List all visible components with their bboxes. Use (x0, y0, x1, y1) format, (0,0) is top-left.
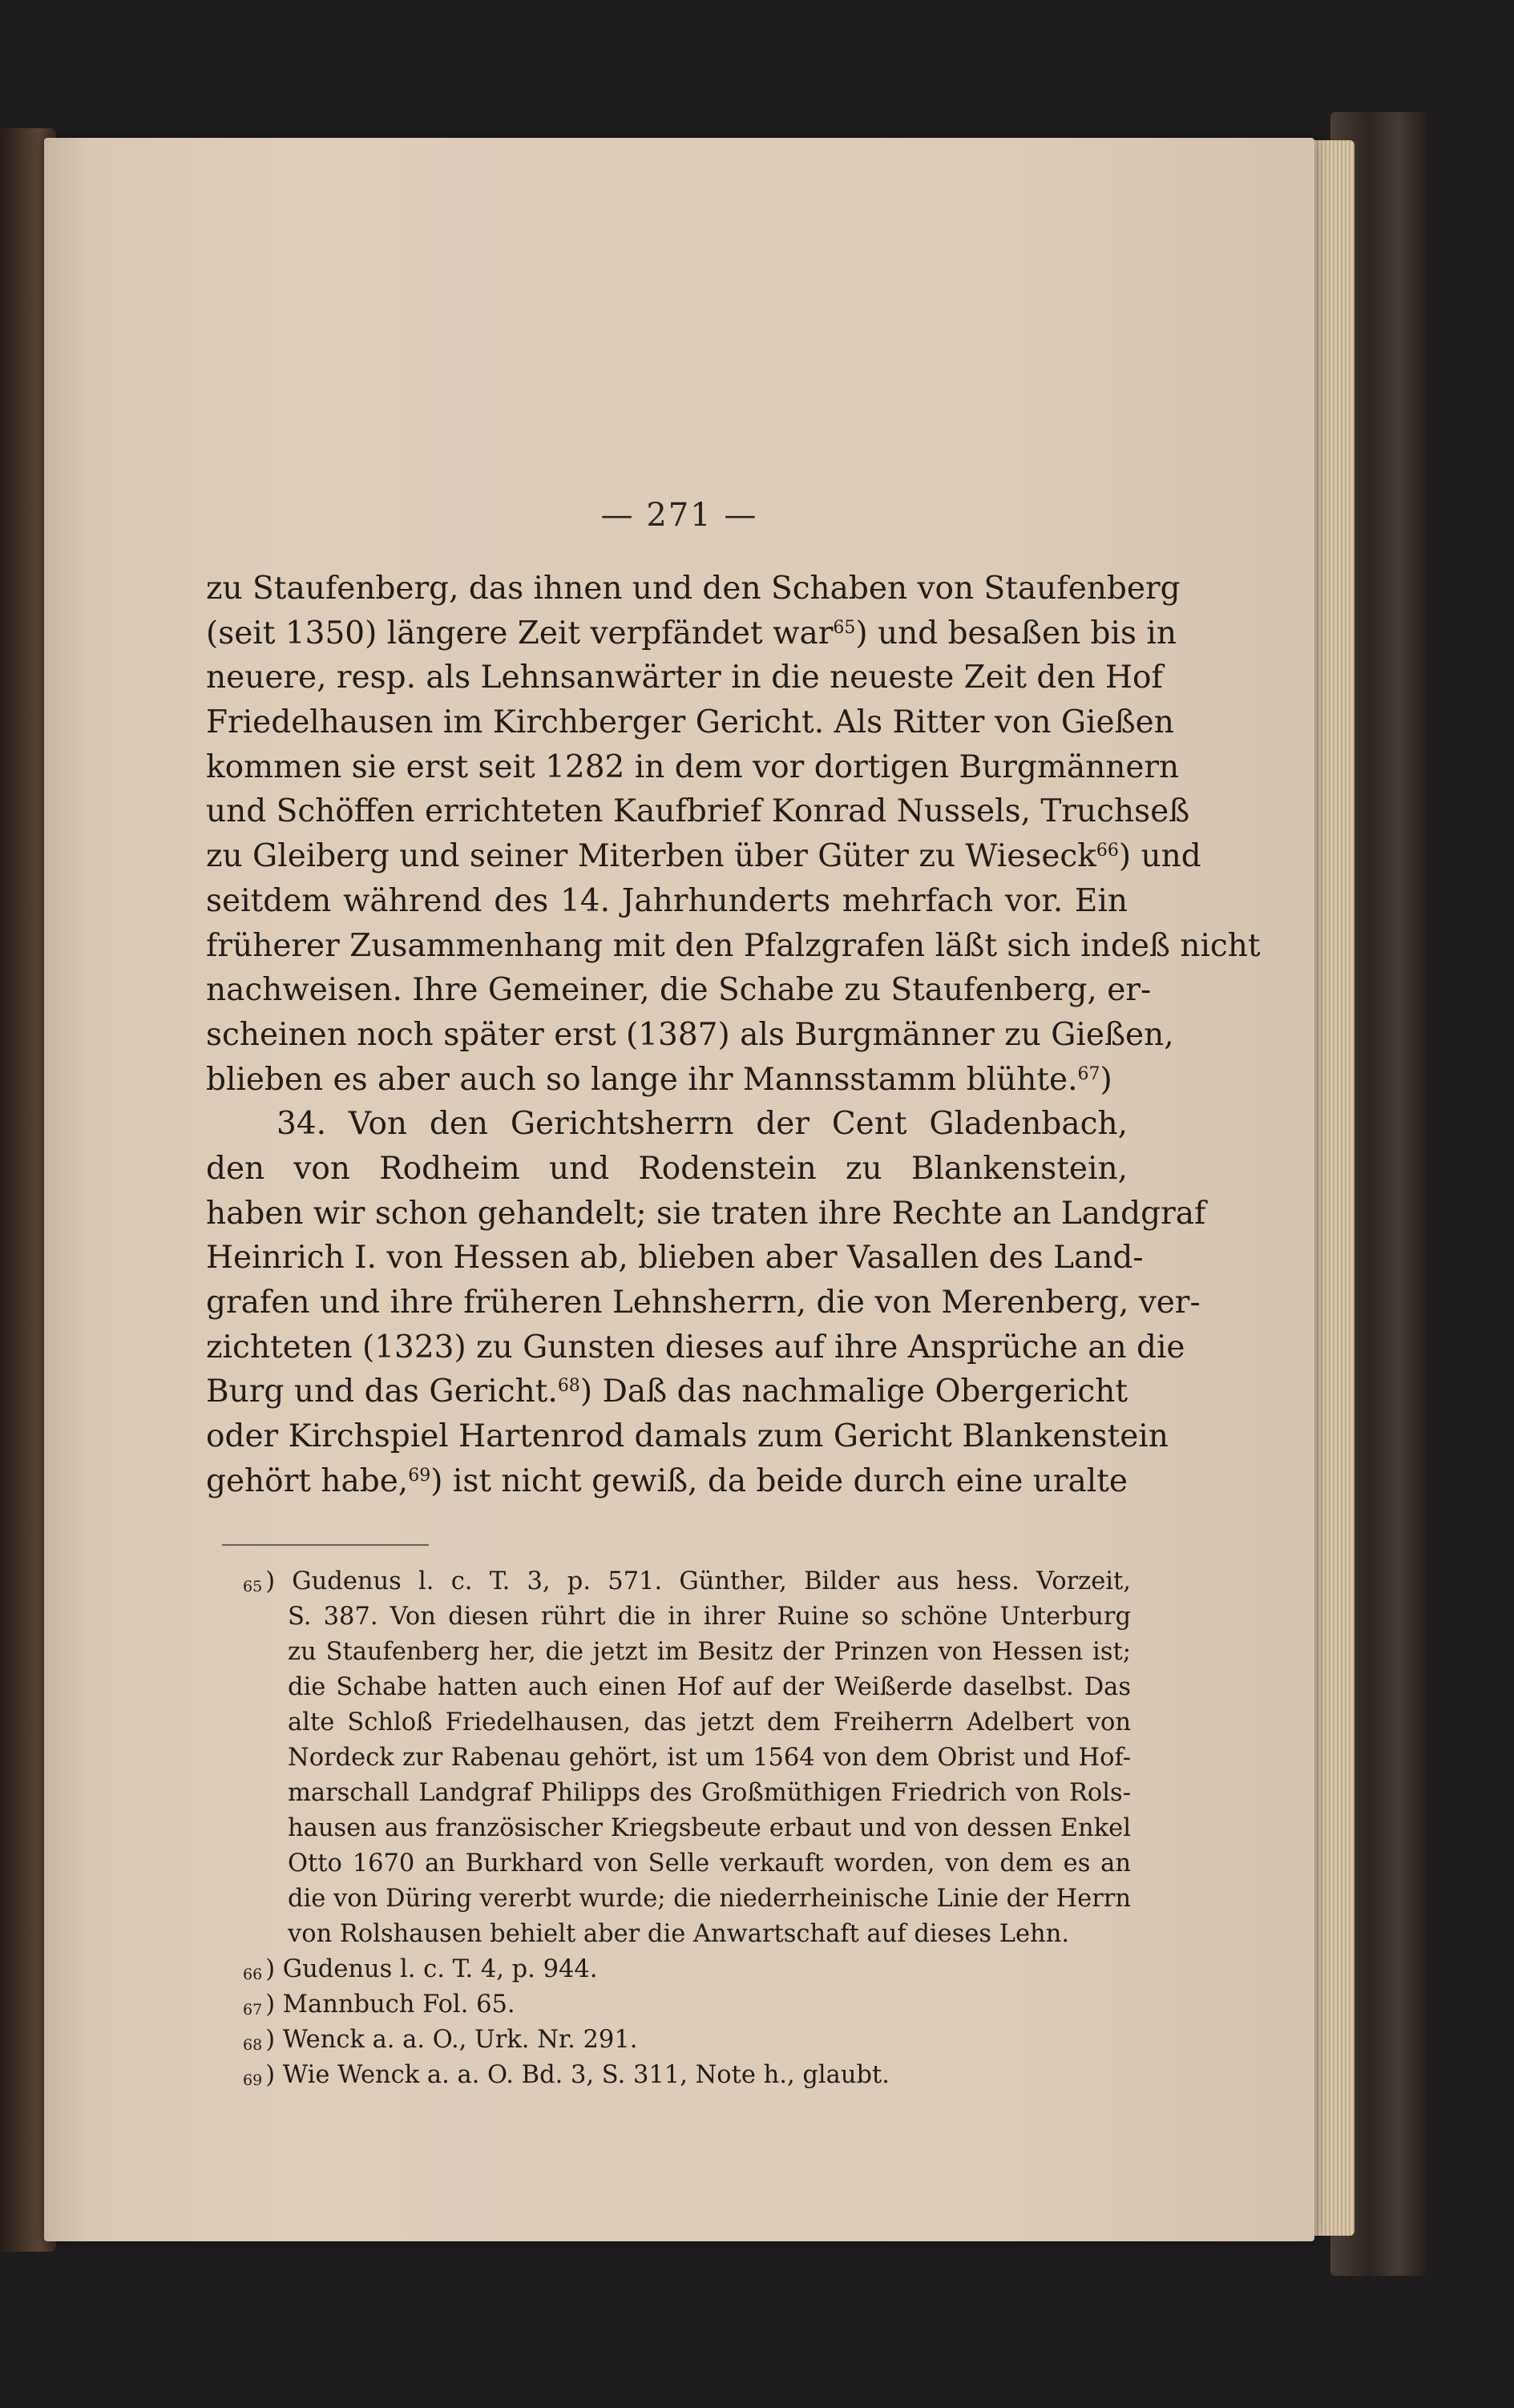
footnote-number: 69 (243, 2071, 263, 2089)
text-line (206, 968, 1152, 1013)
page-number: — 271 — (600, 497, 758, 534)
text-line (206, 1459, 1128, 1504)
footnote-line (243, 1776, 1131, 1811)
footnote-text: Nordeck zur Rabenau gehört, ist um 1564 von dem Obrist und Hof- (288, 1744, 1131, 1772)
footnote-line (243, 1599, 1131, 1635)
text-line (206, 924, 1261, 969)
line-text: Heinrich I. von Hessen ab, blieben aber Vasallen des Land- (206, 1240, 1144, 1277)
footnote-ref: 65 (833, 617, 856, 638)
footnote-text: alte Schloß Friedelhausen, das jetzt dem Freiherrn Adelbert von (288, 1708, 1131, 1736)
text-line (206, 1147, 1128, 1192)
line-text: gehört habe, (206, 1462, 409, 1499)
text-line (206, 789, 1190, 834)
footnote-text: marschall Landgraf Philipps des Großmüthigen Friedrich von Rols- (288, 1779, 1131, 1807)
line-text: und Schöffen errichteten Kaufbrief Konrad Nussels, Truchseß (206, 793, 1190, 830)
line-text: seitdem während des 14. Jahrhunderts mehrfach vor. Ein (206, 882, 1128, 919)
footnote-line (243, 1670, 1131, 1705)
line-text: 34. Von den Gerichtsherrn der Cent Gladenbach, (277, 1106, 1128, 1143)
footnote-text: die Schabe hatten auch einen Hof auf der Weißerde daselbst. Das (288, 1673, 1131, 1701)
text-line (206, 1236, 1144, 1281)
line-text: den von Rodheim und Rodenstein zu Blankenstein, (206, 1150, 1128, 1187)
line-text: Friedelhausen im Kirchberger Gericht. Als Ritter von Gießen (206, 704, 1174, 741)
footnote-ref: 68 (557, 1376, 580, 1397)
line-text: (seit 1350) längere Zeit verpfändet war (206, 615, 834, 651)
text-line (206, 1013, 1174, 1058)
line-text-after: ) Daß das nachmalige Obergericht (579, 1373, 1128, 1410)
text-line (206, 655, 1163, 700)
line-text: scheinen noch später erst (1387) als Burgmänner zu Gießen, (206, 1016, 1174, 1053)
text-line (206, 745, 1180, 790)
footnote-line (243, 1917, 1131, 1952)
footnote-number: 67 (243, 2001, 263, 2019)
text-line (206, 1058, 1128, 1103)
line-text: haben wir schon gehandelt; sie traten ihre Rechte an Landgraf (206, 1195, 1206, 1232)
footnote-text: S. 387. Von diesen rührt die in ihrer Ruine so schöne Unterburg (288, 1603, 1131, 1631)
line-text: grafen und ihre früheren Lehnsherrn, die von Merenberg, ver- (206, 1285, 1201, 1321)
book-page (44, 138, 1314, 2241)
line-text-after: ) und (1118, 838, 1201, 875)
footnote-text: die von Düring vererbt wurde; die niederrheinische Linie der Herrn (288, 1885, 1131, 1913)
line-text: neuere, resp. als Lehnsanwärter in die neueste Zeit den Hof (206, 659, 1163, 696)
text-line (206, 879, 1128, 924)
footnote-text: ) Wie Wenck a. a. O. Bd. 3, S. 311, Note h., glaubt. (265, 2061, 890, 2089)
footnote-line (243, 1740, 1131, 1776)
line-text: zu Staufenberg, das ihnen und den Schaben von Staufenberg (206, 571, 1181, 607)
line-text: blieben es aber auch so lange ihr Mannsstamm blühte. (206, 1061, 1078, 1098)
text-line (206, 1369, 1128, 1414)
line-text-after: ) und besaßen bis in (855, 615, 1177, 651)
footnote-line (243, 1564, 1131, 1599)
text-line (206, 567, 1181, 611)
line-text: nachweisen. Ihre Gemeiner, die Schabe zu Staufenberg, er- (206, 972, 1152, 1009)
footnote-line (243, 2023, 1131, 2058)
footnote-text: ) Gudenus l. c. T. 4, p. 944. (265, 1955, 598, 1983)
footnote-text: zu Staufenberg her, die jetzt im Besitz der Prinzen von Hessen ist; (288, 1638, 1131, 1666)
footnote-text: ) Gudenus l. c. T. 3, p. 571. Günther, Bilder aus hess. Vorzeit, (265, 1567, 1131, 1595)
text-line (206, 700, 1174, 745)
footnote-number: 66 (243, 1966, 263, 1983)
footnote-line (243, 1846, 1131, 1882)
footnote-line (243, 1952, 1131, 1987)
footnotes (243, 1564, 1131, 2093)
text-line (206, 1281, 1201, 1325)
footnote-line (243, 1987, 1131, 2023)
footnote-text: von Rolshausen behielt aber die Anwartschaft auf dieses Lehn. (288, 1920, 1070, 1948)
footnote-number: 65 (243, 1578, 263, 1595)
footnote-ref: 69 (408, 1465, 431, 1486)
footnote-line (243, 2058, 1131, 2093)
line-text: zichteten (1323) zu Gunsten dieses auf ihre Ansprüche an die (206, 1329, 1185, 1365)
body-text (206, 567, 1261, 1503)
line-text: kommen sie erst seit 1282 in dem vor dortigen Burgmännern (206, 748, 1180, 785)
footnote-line (243, 1705, 1131, 1740)
footnote-line (243, 1635, 1131, 1670)
footnote-ref: 66 (1096, 841, 1119, 861)
text-line (206, 611, 1177, 656)
footnote-text: Otto 1670 an Burkhard von Selle verkauft worden, von dem es an (288, 1849, 1131, 1878)
line-text-after: ) (1100, 1061, 1112, 1098)
footnote-text: ) Mannbuch Fol. 65. (265, 1991, 515, 2019)
text-line (206, 1192, 1206, 1236)
footnote-text: ) Wenck a. a. O., Urk. Nr. 291. (265, 2026, 638, 2054)
text-line (206, 834, 1201, 879)
text-line (206, 1102, 1128, 1147)
footnote-text: hausen aus französischer Kriegsbeute erbaut und von dessen Enkel (288, 1814, 1131, 1842)
footnote-number: 68 (243, 2036, 263, 2054)
line-text-after: ) ist nicht gewiß, da beide durch eine uralte (430, 1462, 1128, 1499)
text-line (206, 1414, 1169, 1459)
line-text: zu Gleiberg und seiner Miterben über Güter zu Wieseck (206, 838, 1096, 875)
footnote-ref: 67 (1077, 1063, 1100, 1084)
line-text: Burg und das Gericht. (206, 1373, 558, 1410)
line-text: früherer Zusammenhang mit den Pfalzgrafen läßt sich indeß nicht (206, 927, 1261, 964)
line-text: oder Kirchspiel Hartenrod damals zum Gericht Blankenstein (206, 1418, 1169, 1455)
footnote-line (243, 1882, 1131, 1917)
footnote-rule (222, 1544, 429, 1546)
footnote-line (243, 1811, 1131, 1846)
text-line (206, 1325, 1185, 1370)
